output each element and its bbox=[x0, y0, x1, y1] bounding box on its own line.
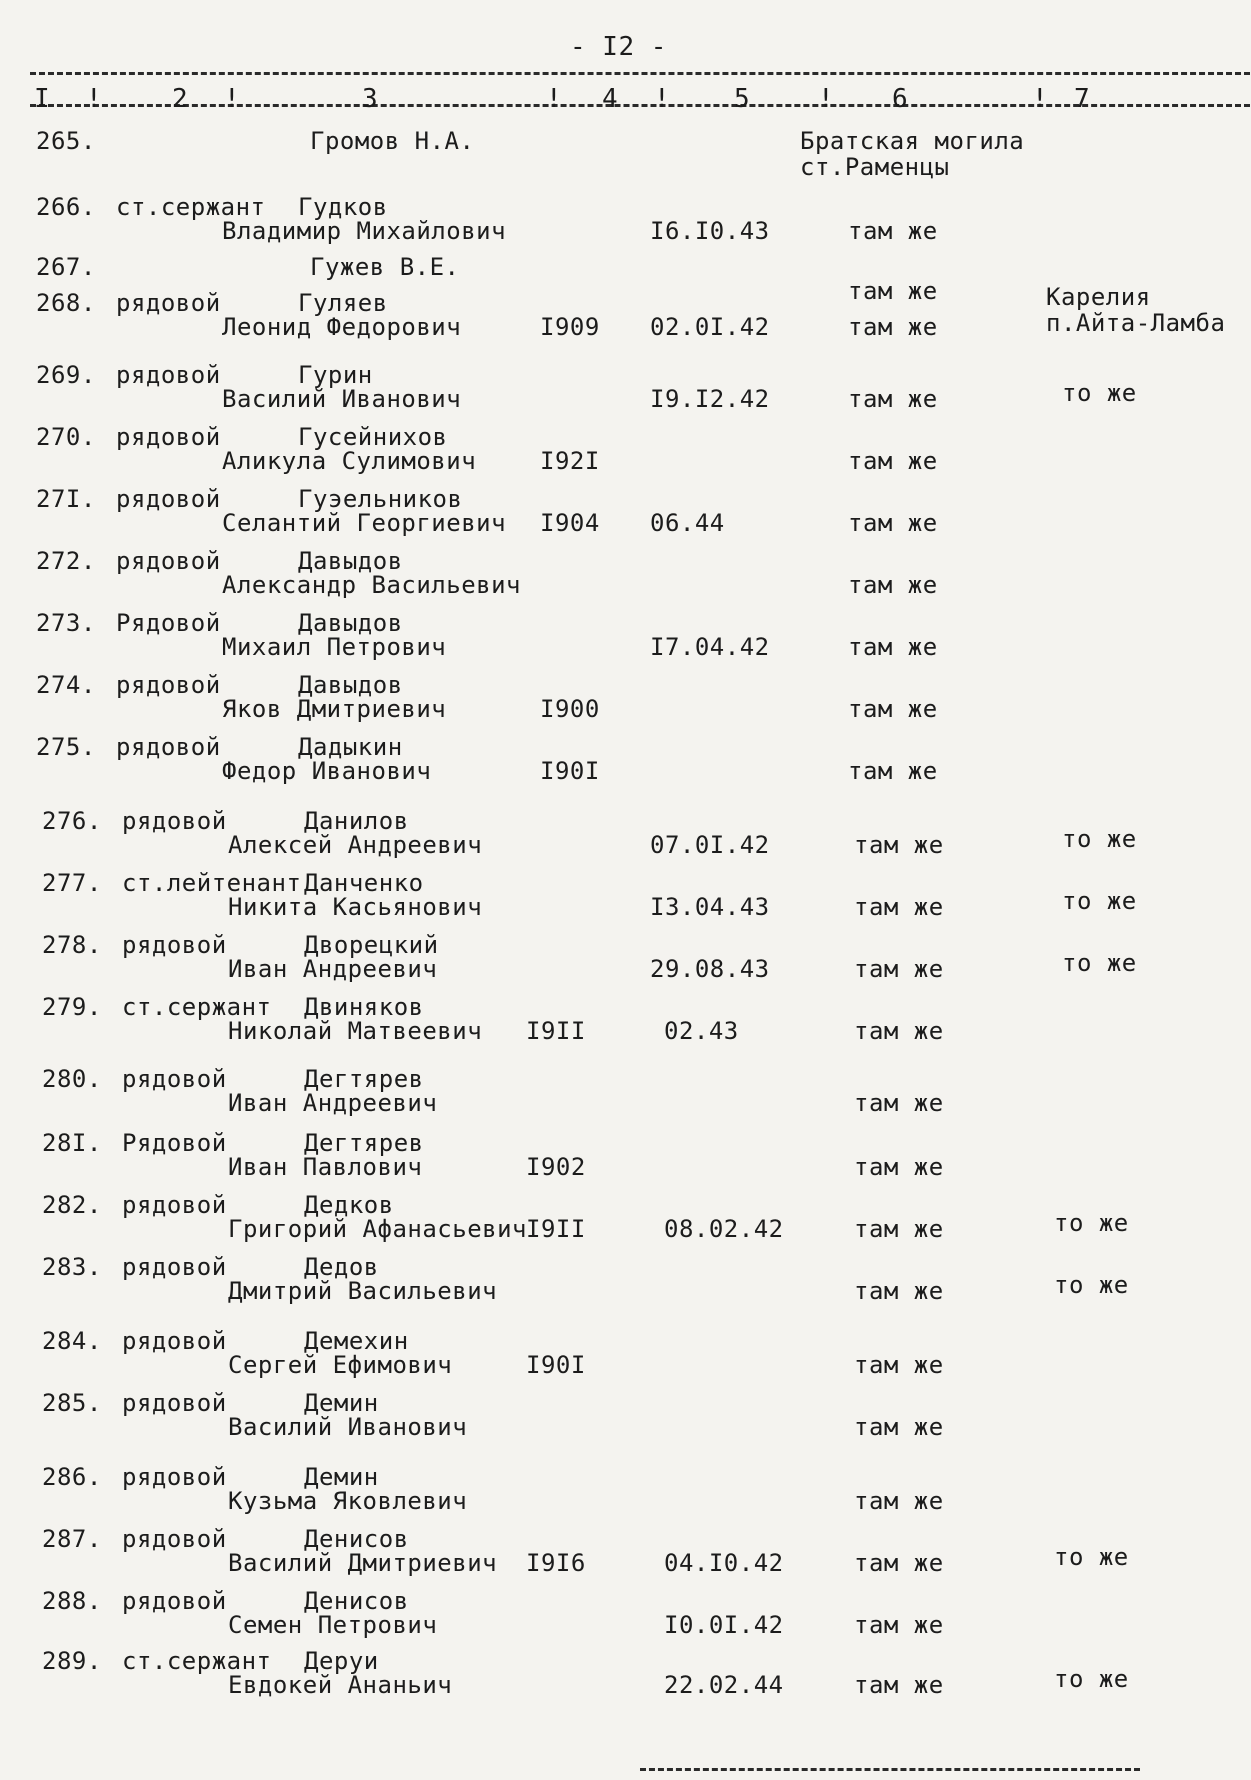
entry-number: 279. bbox=[42, 993, 102, 1021]
table-row bbox=[0, 128, 1251, 190]
entry-given-names: Леонид Федорович bbox=[222, 313, 462, 341]
entry-burial-place: там же bbox=[854, 893, 944, 921]
entry-burial-place: там же bbox=[854, 1153, 944, 1181]
entry-notes: то же bbox=[1062, 949, 1137, 977]
entry-birth-year: I9II bbox=[526, 1017, 586, 1045]
entry-number: 282. bbox=[42, 1191, 102, 1219]
entry-surname: Демехин bbox=[304, 1327, 409, 1355]
entry-surname: Гуляев bbox=[298, 289, 388, 317]
entry-notes: то же bbox=[1062, 887, 1137, 915]
table-row bbox=[0, 283, 1251, 352]
entry-given-names: Сергей Ефимович bbox=[228, 1351, 453, 1379]
entry-death-date: I3.04.43 bbox=[650, 893, 770, 921]
entry-rank: ст.сержант bbox=[122, 993, 272, 1021]
entry-surname: Денисов bbox=[304, 1587, 409, 1615]
entry-rank: Рядовой bbox=[122, 1129, 227, 1157]
entry-given-names: Кузьма Яковлевич bbox=[228, 1487, 468, 1515]
entry-rank: рядовой bbox=[122, 1253, 227, 1281]
entry-number: 285. bbox=[42, 1389, 102, 1417]
table-row bbox=[0, 1066, 1251, 1128]
table-row bbox=[0, 1254, 1251, 1316]
entry-birth-year: I904 bbox=[540, 509, 600, 537]
entry-surname: Гудков bbox=[298, 193, 388, 221]
entry-number: 268. bbox=[36, 289, 96, 317]
entry-birth-year: I90I bbox=[526, 1351, 586, 1379]
entry-given-names: Григорий Афанасьевич bbox=[228, 1215, 527, 1243]
entry-surname: Гурин bbox=[298, 361, 373, 389]
entry-death-date: 04.I0.42 bbox=[664, 1549, 784, 1577]
entry-death-date: I7.04.42 bbox=[650, 633, 770, 661]
entry-number: 272. bbox=[36, 547, 96, 575]
entry-burial-place: там же bbox=[854, 1671, 944, 1699]
entry-number: 283. bbox=[42, 1253, 102, 1281]
entry-burial-place: там же bbox=[848, 757, 938, 785]
entry-rank: рядовой bbox=[116, 733, 221, 761]
header-sep-5: ! bbox=[818, 84, 835, 114]
entry-surname: Давыдов bbox=[298, 671, 403, 699]
entry-burial-place: там же bbox=[854, 1487, 944, 1515]
entry-number: 28I. bbox=[42, 1129, 102, 1157]
entry-burial-place: там же bbox=[854, 831, 944, 859]
table-row bbox=[0, 1648, 1251, 1710]
table-row bbox=[0, 1390, 1251, 1452]
entry-number: 265. bbox=[36, 127, 96, 155]
entry-death-date: 02.0I.42 bbox=[650, 313, 770, 341]
entry-given-names: Никита Касьянович bbox=[228, 893, 483, 921]
entry-burial-place: там же bbox=[848, 277, 938, 305]
table-row bbox=[0, 1588, 1251, 1650]
entry-rank: рядовой bbox=[122, 1065, 227, 1093]
table-row bbox=[0, 1526, 1251, 1588]
table-row bbox=[0, 1130, 1251, 1192]
entry-rank: рядовой bbox=[116, 361, 221, 389]
entry-burial-place: там же bbox=[848, 217, 938, 245]
table-row bbox=[0, 734, 1251, 796]
table-row bbox=[0, 1464, 1251, 1526]
table-row bbox=[0, 672, 1251, 734]
entry-number: 27I. bbox=[36, 485, 96, 513]
entry-notes: то же bbox=[1054, 1209, 1129, 1237]
table-row bbox=[0, 932, 1251, 994]
entry-death-date: 29.08.43 bbox=[650, 955, 770, 983]
entry-surname: Давыдов bbox=[298, 547, 403, 575]
entry-number: 267. bbox=[36, 253, 96, 281]
entry-rank: рядовой bbox=[116, 485, 221, 513]
entry-given-names: Селантий Георгиевич bbox=[222, 509, 507, 537]
entry-number: 270. bbox=[36, 423, 96, 451]
entry-surname: Дворецкий bbox=[304, 931, 439, 959]
table-row bbox=[0, 808, 1251, 870]
entry-rank: рядовой bbox=[116, 671, 221, 699]
header-rule-bottom bbox=[30, 104, 1250, 107]
entry-number: 280. bbox=[42, 1065, 102, 1093]
header-col-2: 2 bbox=[172, 84, 189, 114]
entry-number: 277. bbox=[42, 869, 102, 897]
header-sep-6: ! bbox=[1032, 84, 1049, 114]
entry-number: 275. bbox=[36, 733, 96, 761]
entry-surname: Данилов bbox=[304, 807, 409, 835]
entry-rank: рядовой bbox=[116, 423, 221, 451]
entry-rank: рядовой bbox=[122, 1389, 227, 1417]
header-rule-top bbox=[30, 72, 1250, 75]
entry-number: 276. bbox=[42, 807, 102, 835]
entry-death-date: 07.0I.42 bbox=[650, 831, 770, 859]
entry-death-date: I0.0I.42 bbox=[664, 1611, 784, 1639]
entry-burial-place: там же bbox=[848, 633, 938, 661]
header-col-3: 3 bbox=[362, 84, 379, 114]
entry-surname: Дегтярев bbox=[304, 1065, 424, 1093]
entry-death-date: 06.44 bbox=[650, 509, 725, 537]
entry-surname: Денисов bbox=[304, 1525, 409, 1553]
entry-given-names: Иван Павлович bbox=[228, 1153, 423, 1181]
entry-burial-place: там же bbox=[854, 1215, 944, 1243]
entry-death-date: 08.02.42 bbox=[664, 1215, 784, 1243]
table-row bbox=[0, 1192, 1251, 1254]
entry-death-date: 02.43 bbox=[664, 1017, 739, 1045]
header-sep-2: ! bbox=[224, 84, 241, 114]
entry-surname: Дадыкин bbox=[298, 733, 403, 761]
page-number: - I2 - bbox=[570, 32, 667, 62]
entry-death-date: I6.I0.43 bbox=[650, 217, 770, 245]
entry-surname: Демин bbox=[304, 1463, 379, 1491]
entry-rank: Рядовой bbox=[116, 609, 221, 637]
entry-rank: рядовой bbox=[122, 1587, 227, 1615]
entry-rank: ст.лейтенант bbox=[122, 869, 302, 897]
entry-rank: ст.сержант bbox=[122, 1647, 272, 1675]
entry-given-names: Иван Андреевич bbox=[228, 955, 438, 983]
header-sep-3: ! bbox=[546, 84, 563, 114]
entry-number: 289. bbox=[42, 1647, 102, 1675]
entry-burial-place: там же bbox=[854, 1017, 944, 1045]
table-row bbox=[0, 194, 1251, 256]
entry-number: 274. bbox=[36, 671, 96, 699]
entry-rank: рядовой bbox=[122, 1327, 227, 1355]
entry-given-names: Александр Васильевич bbox=[222, 571, 521, 599]
entry-burial-place: там же bbox=[848, 385, 938, 413]
header-col-7: 7 bbox=[1074, 84, 1091, 114]
entry-notes: то же bbox=[1054, 1665, 1129, 1693]
entry-rank: рядовой bbox=[122, 931, 227, 959]
entry-given-names: Дмитрий Васильевич bbox=[228, 1277, 498, 1305]
entry-birth-year: I9II bbox=[526, 1215, 586, 1243]
table-row bbox=[0, 1328, 1251, 1390]
entry-surname: Гуэельников bbox=[298, 485, 463, 513]
entry-death-date: I9.I2.42 bbox=[650, 385, 770, 413]
entry-rank: ст.сержант bbox=[116, 193, 266, 221]
table-row bbox=[0, 610, 1251, 672]
entry-number: 286. bbox=[42, 1463, 102, 1491]
entry-burial-place: там же bbox=[854, 1413, 944, 1441]
entry-given-names: Алексей Андреевич bbox=[228, 831, 483, 859]
entry-surname: Данченко bbox=[304, 869, 424, 897]
entry-surname: Демин bbox=[304, 1389, 379, 1417]
entry-given-names: Николай Матвеевич bbox=[228, 1017, 483, 1045]
header-sep-4: ! bbox=[654, 84, 671, 114]
entry-burial-place: там же bbox=[854, 1277, 944, 1305]
entry-burial-place: Братская могила ст.Раменцы bbox=[800, 127, 1025, 181]
entry-rank: рядовой bbox=[122, 1191, 227, 1219]
table-row bbox=[0, 870, 1251, 932]
header-col-6: 6 bbox=[892, 84, 909, 114]
entry-surname: Деруи bbox=[304, 1647, 379, 1675]
entry-surname: Гусейнихов bbox=[298, 423, 448, 451]
entry-birth-year: I902 bbox=[526, 1153, 586, 1181]
entry-rank: рядовой bbox=[116, 289, 221, 317]
table-row bbox=[0, 548, 1251, 610]
entry-rank: рядовой bbox=[122, 807, 227, 835]
footer-rule bbox=[640, 1768, 1140, 1771]
entry-birth-year: I9I6 bbox=[526, 1549, 586, 1577]
entry-surname: Двиняков bbox=[304, 993, 424, 1021]
entry-burial-place: там же bbox=[848, 571, 938, 599]
entry-surname: Дегтярев bbox=[304, 1129, 424, 1157]
entry-given-names: Евдокей Ананьич bbox=[228, 1671, 453, 1699]
entry-birth-year: I90I bbox=[540, 757, 600, 785]
entry-number: 284. bbox=[42, 1327, 102, 1355]
entry-given-names: Василий Дмитриевич bbox=[228, 1549, 498, 1577]
entry-surname: Громов Н.А. bbox=[310, 127, 475, 155]
entry-surname: Дедков bbox=[304, 1191, 394, 1219]
entry-birth-year: I900 bbox=[540, 695, 600, 723]
entry-number: 269. bbox=[36, 361, 96, 389]
entry-notes: то же bbox=[1062, 825, 1137, 853]
entry-surname: Дедов bbox=[304, 1253, 379, 1281]
entry-number: 266. bbox=[36, 193, 96, 221]
entry-notes: Карелия п.Айта-Ламба bbox=[1046, 283, 1226, 337]
entry-birth-year: I92I bbox=[540, 447, 600, 475]
entry-number: 287. bbox=[42, 1525, 102, 1553]
entry-notes: то же bbox=[1054, 1271, 1129, 1299]
entry-burial-place: там же bbox=[848, 509, 938, 537]
table-row bbox=[0, 486, 1251, 548]
entry-number: 278. bbox=[42, 931, 102, 959]
entry-rank: рядовой bbox=[116, 547, 221, 575]
entry-burial-place: там же bbox=[854, 1549, 944, 1577]
table-row bbox=[0, 994, 1251, 1056]
entry-notes: то же bbox=[1062, 379, 1137, 407]
entry-given-names: Семен Петрович bbox=[228, 1611, 438, 1639]
header-sep-1: ! bbox=[86, 84, 103, 114]
entry-burial-place: там же bbox=[854, 955, 944, 983]
entry-given-names: Иван Андреевич bbox=[228, 1089, 438, 1117]
entry-given-names: Федор Иванович bbox=[222, 757, 432, 785]
entry-given-names: Василий Иванович bbox=[222, 385, 462, 413]
header-col-5: 5 bbox=[734, 84, 751, 114]
header-col-4: 4 bbox=[602, 84, 619, 114]
entry-burial-place: там же bbox=[854, 1089, 944, 1117]
entry-burial-place: там же bbox=[848, 695, 938, 723]
table-row bbox=[0, 362, 1251, 424]
entry-burial-place: там же bbox=[854, 1351, 944, 1379]
header-col-1: I bbox=[34, 84, 51, 114]
entry-given-names: Яков Дмитриевич bbox=[222, 695, 447, 723]
entry-surname: Давыдов bbox=[298, 609, 403, 637]
entry-given-names: Михаил Петрович bbox=[222, 633, 447, 661]
entry-burial-place: там же bbox=[854, 1611, 944, 1639]
entry-death-date: 22.02.44 bbox=[664, 1671, 784, 1699]
entry-notes: то же bbox=[1054, 1543, 1129, 1571]
entry-rank: рядовой bbox=[122, 1463, 227, 1491]
entry-given-names: Аликула Сулимович bbox=[222, 447, 477, 475]
entry-number: 288. bbox=[42, 1587, 102, 1615]
entry-burial-place: там же bbox=[848, 447, 938, 475]
entry-birth-year: I909 bbox=[540, 313, 600, 341]
entry-rank: рядовой bbox=[122, 1525, 227, 1553]
entry-number: 273. bbox=[36, 609, 96, 637]
entry-surname: Гужев В.Е. bbox=[310, 253, 460, 281]
entry-given-names: Василий Иванович bbox=[228, 1413, 468, 1441]
entry-burial-place: там же bbox=[848, 313, 938, 341]
entry-given-names: Владимир Михайлович bbox=[222, 217, 507, 245]
table-row bbox=[0, 424, 1251, 486]
